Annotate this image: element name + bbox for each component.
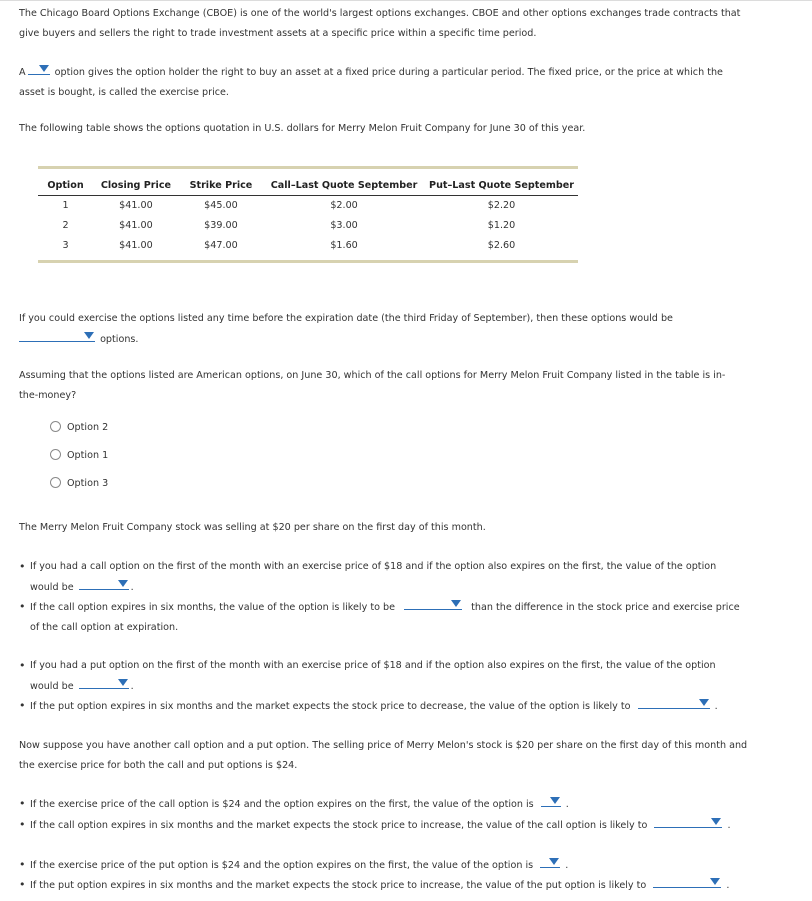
- bullet-dot-icon: •: [19, 699, 26, 712]
- table-bottom-rule: [38, 260, 578, 263]
- call24-value-dropdown[interactable]: [541, 794, 561, 807]
- intro-line-2: give buyers and sellers the right to trade investment assets at a specific price within a specific time period.: [19, 27, 537, 39]
- q3-line-1: Assuming that the options listed are American options, on June 30, which of the call options for Merry Melon Fruit Company listed in the table is in-: [19, 370, 726, 381]
- cell-call-quote: $3.00: [330, 220, 358, 231]
- header-put-last-quote: Put–Last Quote September: [425, 169, 578, 196]
- call24-b2-suffix: .: [727, 820, 731, 831]
- radio-circle-icon[interactable]: [50, 449, 61, 460]
- cell-put-quote: $2.20: [487, 200, 516, 211]
- cell-strike-price: $39.00: [204, 220, 238, 231]
- put-value-dropdown[interactable]: [79, 676, 129, 689]
- q2-suffix: options.: [100, 333, 139, 345]
- cell-closing-price: $41.00: [119, 240, 153, 251]
- scenario-exercise-price: [19, 736, 784, 775]
- question-exercise-style: [19, 309, 784, 349]
- question-option-type: [19, 62, 784, 102]
- header-option: Option: [38, 169, 93, 196]
- table-intro: The following table shows the options quotation in U.S. dollars for Merry Melon Fruit Company for June 30 of this year.: [19, 123, 586, 134]
- header-strike-price: Strike Price: [179, 169, 263, 196]
- radio-label: Option 3: [67, 478, 109, 489]
- intro-paragraph: [19, 4, 784, 43]
- bullet-dot-icon: •: [19, 858, 26, 871]
- triangle-down-icon: [39, 65, 49, 72]
- list-item: [19, 656, 784, 696]
- triangle-down-icon: [451, 600, 461, 607]
- header-call-last-quote: Call–Last Quote September: [263, 169, 425, 196]
- table-row: [38, 216, 578, 236]
- call-b2-suffix: than the difference in the stock price and exercise price: [471, 602, 740, 613]
- option-type-dropdown[interactable]: [28, 62, 50, 75]
- call-b1-line1: If you had a call option on the first of the month with an exercise price of $18 and if the option also expires on the first, the value of the option: [30, 561, 717, 572]
- call-value-dropdown[interactable]: [79, 577, 129, 590]
- call-b2-line2: of the call option at expiration.: [30, 621, 179, 633]
- scenario2-line2: the exercise price for both the call and put options is $24.: [19, 759, 298, 771]
- list-item: [19, 875, 784, 896]
- radio-label: Option 1: [67, 450, 109, 461]
- put-b1-line1: If you had a put option on the first of the month with an exercise price of $18 and if the option also expires on the first, the value of the option: [30, 660, 716, 671]
- cell-option: 3: [62, 240, 69, 251]
- list-item: [19, 855, 784, 876]
- options-quotation-table: [38, 166, 578, 263]
- put24-b1-prefix: If the exercise price of the put option is $24 and the option expires on the first, the value of the option is: [30, 860, 534, 871]
- radio-option-1[interactable]: [50, 448, 108, 464]
- list-item: [19, 696, 784, 717]
- top-divider: [0, 0, 812, 1]
- table-row: [38, 236, 578, 260]
- bullet-dot-icon: •: [19, 600, 26, 613]
- put24-change-dropdown[interactable]: [653, 875, 721, 888]
- triangle-down-icon: [549, 858, 559, 865]
- q1-prefix: A: [19, 67, 26, 78]
- radio-option-3[interactable]: [50, 476, 108, 492]
- put24-b1-suffix: .: [565, 860, 569, 871]
- cell-closing-price: $41.00: [119, 220, 153, 231]
- put-b1-suffix: .: [130, 680, 134, 692]
- radio-option-2[interactable]: [50, 420, 108, 436]
- cell-call-quote: $2.00: [330, 200, 358, 211]
- bullet-dot-icon: •: [19, 797, 26, 810]
- radio-label: Option 2: [67, 422, 109, 433]
- q1-text-1: option gives the option holder the right to buy an asset at a fixed price during a particular period. The fixed price, or the price at which the: [54, 67, 723, 78]
- call24-change-dropdown[interactable]: [654, 815, 722, 828]
- triangle-down-icon: [710, 878, 720, 885]
- radio-circle-icon[interactable]: [50, 421, 61, 432]
- call24-b2-prefix: If the call option expires in six months and the market expects the stock price to increase, the value of the call option is likely to: [30, 820, 648, 831]
- cell-put-quote: $2.60: [487, 240, 516, 251]
- put24-b2-prefix: If the put option expires in six months and the market expects the stock price to increase, the value of the put option is likely to: [30, 880, 647, 891]
- exercise-style-dropdown[interactable]: [19, 329, 95, 342]
- cell-option: 1: [62, 200, 69, 211]
- q2-text: If you could exercise the options listed any time before the expiration date (the third Friday of September), then these options would be: [19, 313, 673, 324]
- call24-b1-prefix: If the exercise price of the call option is $24 and the option expires on the first, the value of the option is: [30, 799, 534, 810]
- bullet-dot-icon: •: [19, 560, 26, 573]
- put24-b2-suffix: .: [726, 880, 730, 891]
- triangle-down-icon: [699, 699, 709, 706]
- triangle-down-icon: [711, 818, 721, 825]
- radio-circle-icon[interactable]: [50, 477, 61, 488]
- put-change-dropdown[interactable]: [638, 696, 710, 709]
- question-in-the-money: [19, 366, 784, 405]
- triangle-down-icon: [550, 797, 560, 804]
- cell-call-quote: $1.60: [330, 240, 358, 251]
- cell-closing-price: $41.00: [119, 200, 153, 211]
- put24-value-dropdown[interactable]: [540, 855, 560, 868]
- triangle-down-icon: [84, 332, 94, 339]
- q3-line-2: the-money?: [19, 389, 77, 401]
- list-item: [19, 794, 784, 815]
- bullet-dot-icon: •: [19, 659, 26, 672]
- q1-text-2: asset is bought, is called the exercise price.: [19, 86, 229, 98]
- cell-strike-price: $45.00: [204, 200, 238, 211]
- put-b2-prefix: If the put option expires in six months and the market expects the stock price to decrease, the value of the option is likely to: [30, 701, 631, 712]
- triangle-down-icon: [118, 679, 128, 686]
- bullet-dot-icon: •: [19, 878, 26, 891]
- scenario-stock-price: The Merry Melon Fruit Company stock was selling at $20 per share on the first day of this month.: [19, 522, 486, 533]
- header-closing-price: Closing Price: [93, 169, 179, 196]
- scenario2-line1: Now suppose you have another call option and a put option. The selling price of Merry Melon's stock is $20 per share on the first day of this month and: [19, 740, 748, 751]
- call-b1-prefix: would be: [30, 581, 74, 593]
- intro-line-1: The Chicago Board Options Exchange (CBOE) is one of the world's largest options exchanges. CBOE and other options exchanges trade contracts that: [19, 8, 741, 19]
- table-row: [38, 196, 578, 217]
- list-item: [19, 815, 784, 836]
- call-comparison-dropdown[interactable]: [404, 597, 462, 610]
- list-item: [19, 557, 784, 597]
- list-item: [19, 597, 784, 637]
- call-b2-prefix: If the call option expires in six months, the value of the option is likely to be: [30, 602, 395, 613]
- cell-put-quote: $1.20: [487, 220, 516, 231]
- call24-b1-suffix: .: [565, 799, 569, 810]
- put-b1-prefix: would be: [30, 680, 74, 692]
- call-b1-suffix: .: [130, 581, 134, 593]
- cell-strike-price: $47.00: [204, 240, 238, 251]
- bullet-dot-icon: •: [19, 818, 26, 831]
- cell-option: 2: [62, 220, 69, 231]
- put-b2-suffix: .: [714, 701, 718, 712]
- triangle-down-icon: [118, 580, 128, 587]
